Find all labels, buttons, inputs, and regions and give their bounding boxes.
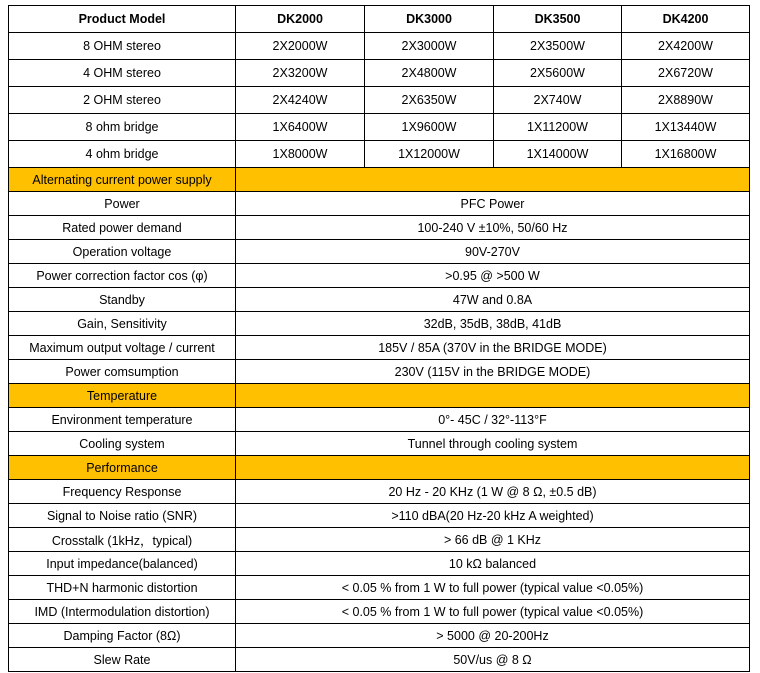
spec-value: < 0.05 % from 1 W to full power (typical value <0.05%) <box>236 600 750 624</box>
section-header-row <box>9 384 750 408</box>
model-dk3500: DK3500 <box>494 6 622 33</box>
spec-row <box>9 312 750 336</box>
spec-label: Cooling system <box>9 432 236 456</box>
spec-value: 90V-270V <box>236 240 750 264</box>
spec-row <box>9 624 750 648</box>
spec-label: Signal to Noise ratio (SNR) <box>9 504 236 528</box>
power-value: 2X6720W <box>622 60 750 87</box>
spec-label: Power comsumption <box>9 360 236 384</box>
spec-row <box>9 600 750 624</box>
spec-label: Standby <box>9 288 236 312</box>
spec-label: Rated power demand <box>9 216 236 240</box>
spec-label: Operation voltage <box>9 240 236 264</box>
spec-row <box>9 216 750 240</box>
spec-row <box>9 480 750 504</box>
spec-row <box>9 360 750 384</box>
power-rating-row <box>9 60 750 87</box>
spec-label: Environment temperature <box>9 408 236 432</box>
power-rating-row <box>9 87 750 114</box>
spec-value: 50V/us @ 8 Ω <box>236 648 750 672</box>
power-value: 1X11200W <box>494 114 622 141</box>
row-label: 8 OHM stereo <box>9 33 236 60</box>
power-value: 1X12000W <box>365 141 494 168</box>
spec-label: THD+N harmonic distortion <box>9 576 236 600</box>
spec-row <box>9 264 750 288</box>
spec-value: > 5000 @ 20-200Hz <box>236 624 750 648</box>
power-value: 1X8000W <box>236 141 365 168</box>
section-title: Performance <box>9 456 236 480</box>
spec-label: Damping Factor (8Ω) <box>9 624 236 648</box>
power-value: 1X13440W <box>622 114 750 141</box>
spec-row <box>9 408 750 432</box>
spec-value: > 66 dB @ 1 KHz <box>236 528 750 552</box>
spec-value: >110 dBA(20 Hz-20 kHz A weighted) <box>236 504 750 528</box>
spec-label: Power correction factor cos (φ) <box>9 264 236 288</box>
spec-value: < 0.05 % from 1 W to full power (typical value <0.05%) <box>236 576 750 600</box>
spec-value: 230V (115V in the BRIDGE MODE) <box>236 360 750 384</box>
model-dk4200: DK4200 <box>622 6 750 33</box>
power-value: 2X2000W <box>236 33 365 60</box>
spec-label: Crosstalk (1kHz，typical) <box>9 528 236 552</box>
spec-row <box>9 648 750 672</box>
model-dk3000: DK3000 <box>365 6 494 33</box>
section-header-row <box>9 456 750 480</box>
spec-label: IMD (Intermodulation distortion) <box>9 600 236 624</box>
section-title: Alternating current power supply <box>9 168 236 192</box>
spec-row <box>9 288 750 312</box>
power-value: 1X16800W <box>622 141 750 168</box>
spec-row <box>9 504 750 528</box>
spec-value: 100-240 V ±10%, 50/60 Hz <box>236 216 750 240</box>
header-label: Product Model <box>9 6 236 33</box>
power-value: 2X8890W <box>622 87 750 114</box>
row-label: 4 OHM stereo <box>9 60 236 87</box>
row-label: 4 ohm bridge <box>9 141 236 168</box>
power-value: 1X9600W <box>365 114 494 141</box>
spec-label: Frequency Response <box>9 480 236 504</box>
spec-label: Maximum output voltage / current <box>9 336 236 360</box>
section-fill <box>236 384 750 408</box>
power-value: 2X740W <box>494 87 622 114</box>
model-dk2000: DK2000 <box>236 6 365 33</box>
section-header-row <box>9 168 750 192</box>
power-value: 2X3000W <box>365 33 494 60</box>
spec-row <box>9 576 750 600</box>
power-value: 2X4240W <box>236 87 365 114</box>
spec-value: 20 Hz - 20 KHz (1 W @ 8 Ω, ±0.5 dB) <box>236 480 750 504</box>
header-row <box>9 6 750 33</box>
spec-value: 47W and 0.8A <box>236 288 750 312</box>
spec-value: Tunnel through cooling system <box>236 432 750 456</box>
spec-row <box>9 336 750 360</box>
power-value: 2X6350W <box>365 87 494 114</box>
spec-row <box>9 192 750 216</box>
power-value: 2X4800W <box>365 60 494 87</box>
spec-label: Input impedance(balanced) <box>9 552 236 576</box>
spec-label: Gain, Sensitivity <box>9 312 236 336</box>
spec-value: >0.95 @ >500 W <box>236 264 750 288</box>
spec-table <box>8 5 750 672</box>
power-value: 1X14000W <box>494 141 622 168</box>
power-rating-row <box>9 33 750 60</box>
spec-label: Slew Rate <box>9 648 236 672</box>
section-title: Temperature <box>9 384 236 408</box>
power-value: 2X3500W <box>494 33 622 60</box>
spec-value: 185V / 85A (370V in the BRIDGE MODE) <box>236 336 750 360</box>
spec-row <box>9 552 750 576</box>
spec-label: Power <box>9 192 236 216</box>
spec-row <box>9 240 750 264</box>
power-value: 2X5600W <box>494 60 622 87</box>
spec-value: PFC Power <box>236 192 750 216</box>
row-label: 2 OHM stereo <box>9 87 236 114</box>
section-fill <box>236 456 750 480</box>
power-rating-row <box>9 141 750 168</box>
spec-value: 0°- 45C / 32°-113°F <box>236 408 750 432</box>
power-value: 1X6400W <box>236 114 365 141</box>
spec-row <box>9 432 750 456</box>
power-value: 2X4200W <box>622 33 750 60</box>
power-value: 2X3200W <box>236 60 365 87</box>
spec-row <box>9 528 750 552</box>
spec-value: 32dB, 35dB, 38dB, 41dB <box>236 312 750 336</box>
power-rating-row <box>9 114 750 141</box>
section-fill <box>236 168 750 192</box>
row-label: 8 ohm bridge <box>9 114 236 141</box>
spec-value: 10 kΩ balanced <box>236 552 750 576</box>
